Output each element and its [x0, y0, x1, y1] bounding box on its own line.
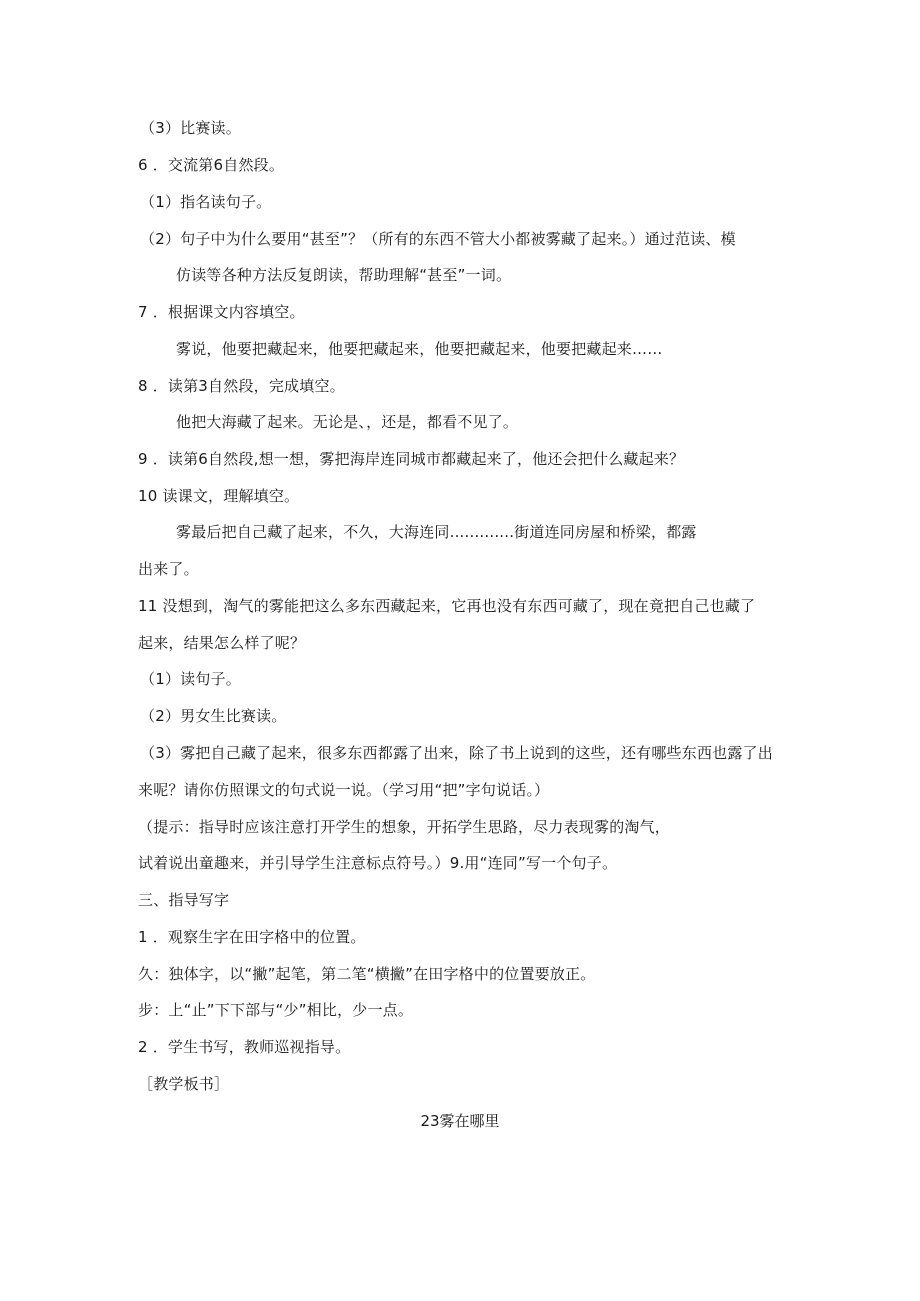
- text-line-11: 10 读课文，理解填空。: [138, 487, 300, 505]
- text-line-5: 仿读等各种方法反复朗读，帮助理解“甚至”一词。: [176, 266, 512, 284]
- text-line-17: （2）男女生比赛读。: [140, 707, 287, 725]
- text-line-10: 9 ．读第6自然段,想一想，雾把海岸连同城市都藏起来了，他还会把什么藏起来？: [138, 450, 685, 468]
- text-line-23: 1 ．观察生字在田字格中的位置。: [138, 928, 366, 946]
- text-line-4: （2）句子中为什么要用“甚至”？（所有的东西不管大小都被雾藏了起来。）通过范读、模: [140, 230, 736, 248]
- text-line-13: 出来了。: [138, 560, 199, 578]
- text-line-25: 步：上“止”下下部与“少”相比，少一点。: [138, 1001, 414, 1019]
- text-line-24: 久：独体字，以“撇”起笔，第二笔“横撇”在田字格中的位置要放正。: [138, 965, 596, 983]
- board-title: 23雾在哪里: [420, 1112, 500, 1130]
- text-line-9: 他把大海藏了起来。无论是、，还是，都看不见了。: [176, 413, 519, 431]
- text-line-8: 8 ．读第3自然段，完成填空。: [138, 377, 345, 395]
- text-line-7: 雾说，他要把藏起来，他要把藏起来，他要把藏起来，他要把藏起来……: [176, 340, 663, 358]
- text-line-19: 来呢？请你仿照课文的句式说一说。（学习用“把”字句说话。）: [138, 781, 550, 799]
- text-line-12: 雾最后把自己藏了起来，不久，大海连同.............街道连同房屋和桥梁，都露: [176, 523, 697, 541]
- text-line-3: （1）指名读句子。: [140, 193, 272, 211]
- text-line-20: （提示：指导时应该注意打开学生的想象，开拓学生思路，尽力表现雾的淘气，: [138, 818, 671, 836]
- text-line-2: 6 ．交流第6自然段。: [138, 156, 285, 174]
- text-line-16: （1）读句子。: [140, 670, 241, 688]
- text-line-14: 11 没想到，淘气的雾能把这么多东西藏起来，它再也没有东西可藏了，现在竟把自己也藏了: [138, 597, 756, 615]
- text-line-6: 7 ．根据课文内容填空。: [138, 303, 305, 321]
- section-heading: 三、指导写字: [138, 891, 230, 909]
- text-line-21: 试着说出童趣来，并引导学生注意标点符号。）9.用“连同”写一个句子。: [138, 854, 618, 872]
- text-line-18: （3）雾把自己藏了起来，很多东西都露了出来，除了书上说到的这些，还有哪些东西也露了出: [140, 744, 773, 762]
- text-line-15: 起来，结果怎么样了呢？: [138, 634, 306, 652]
- text-line-26: 2 ．学生书写，教师巡视指导。: [138, 1038, 351, 1056]
- board-label: ［教学板书］: [138, 1075, 230, 1093]
- text-line-1: （3）比赛读。: [140, 119, 241, 137]
